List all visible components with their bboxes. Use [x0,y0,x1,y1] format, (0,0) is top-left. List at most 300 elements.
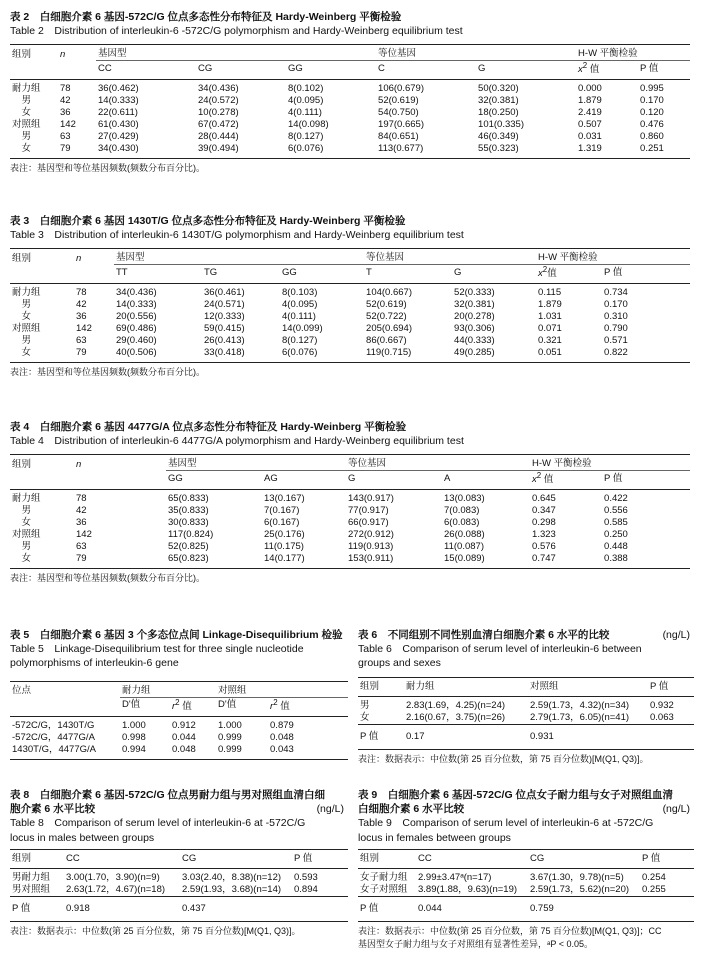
header-endurance: 耐力组 [404,677,528,696]
header-hw: H-W 平衡检验 [576,45,690,61]
table-cell: 14(0.333) [116,299,157,311]
header-d-2: D'值 [216,697,268,716]
table-cell: 36(0.462) [98,83,139,95]
row-label: 女 [10,143,58,159]
table-cell: 0.044 [172,731,196,743]
table-cell: 2.59(1.73，4.32)(n=34) [530,699,630,711]
table-cell: 46(0.349) [478,131,519,143]
header-cg: CG [528,849,640,868]
table-5 [10,628,348,760]
table-note: 表注：基因型和等位基因频数(频数分布百分比)。 [10,573,205,584]
table-cell: 34(0.436) [116,287,157,299]
table-cell: 63 [60,131,71,143]
table-row [10,119,690,131]
table-unit: (ng/L) [662,803,690,816]
row-label: 女 [10,553,74,569]
table-cell: 0.894 [294,883,318,895]
table-cell: 66(0.917) [348,517,389,529]
table-row [10,505,690,517]
table-cell: 197(0.665) [378,119,424,131]
table-cell: 106(0.679) [378,83,424,95]
table-cell: 54(0.750) [378,107,419,119]
table-caption-cn-2: 胞介素 6 水平比较 [10,803,96,816]
table-cell: 4(0.095) [282,299,318,311]
header-x2: $x^2$值 [536,265,602,284]
row-label: 男耐力组 [12,871,51,883]
table-cell: 78 [60,83,71,95]
table-row [358,884,694,897]
header-g1: GG [166,471,262,490]
header-genotype: 基因型 [114,249,364,265]
table-cell: 0.043 [268,744,348,760]
table-cell: 0.031 [578,131,602,143]
table-cell: 65(0.833) [168,493,209,505]
header-p: P 值 [602,265,690,284]
row-label: 男 [12,131,32,143]
table-cell: 40(0.506) [114,347,202,363]
table-cell: 84(0.651) [378,131,419,143]
table-cell: 0.000 [578,83,602,95]
header-g2: AG [262,471,346,490]
table-cell: 42 [76,299,87,311]
header-cc: CC [64,849,180,868]
table-cell: 36(0.461) [204,287,245,299]
table-cell: 6(0.076) [280,347,364,363]
table-cell: 78 [76,493,87,505]
table-cell: 0.071 [538,323,562,335]
table-caption-en-2: locus in males between groups [10,831,155,844]
header-endurance: 耐力组 [120,681,216,697]
table-cell: 24(0.571) [204,299,245,311]
p-row-value: 0.437 [180,896,292,921]
table-cell: 0.476 [640,119,664,131]
table-cell: 11(0.087) [444,541,484,553]
header-control: 对照组 [216,681,348,697]
header-g3: GG [280,265,364,284]
table-cell: 0.734 [604,287,628,299]
table-cell: 0.585 [604,517,628,529]
p-row [358,724,694,749]
table-cell: 1.000 [218,719,242,731]
table-4 [10,420,690,585]
table-cell: 2.79(1.73，6.05)(n=41) [530,711,630,723]
header-hw: H-W 平衡检验 [530,455,690,471]
table-cell: 14(0.177) [262,553,346,569]
table-2 [10,10,690,175]
table-caption-en-2: groups and sexes [358,657,441,670]
table-cell: 0.170 [640,95,664,107]
data-table [358,849,694,922]
row-label: 女 [10,347,74,363]
header-x2: $x^2$ 值 [576,61,638,80]
table-caption-en: Table 6 Comparison of serum level of interleukin-6 between [358,643,642,656]
table-cell: 24(0.572) [198,95,239,107]
table-cell: 50(0.320) [478,83,519,95]
row-label: 女 [360,711,370,723]
table-row [10,107,690,119]
table-cell: 77(0.917) [348,505,389,517]
table-row [10,299,690,311]
table-cell: 0.388 [602,553,690,569]
header-a1: G [346,471,442,490]
table-cell: 20(0.278) [454,311,495,323]
table-note: 表注：数据表示：中位数(第 25 百分位数，第 75 百分位数)[M(Q1, Q3)]。 [358,753,649,764]
header-p: P 值 [640,849,694,868]
table-cell: 0.879 [270,719,294,731]
header-a1: C [376,61,476,80]
row-label: 男 [12,541,32,553]
p-row-value: 0.044 [416,896,528,921]
header-group: 组别 [10,849,64,868]
table-cell: 30(0.833) [168,517,209,529]
header-p: P 值 [292,849,348,868]
header-n: n [74,455,166,471]
header-cg: CG [180,849,292,868]
header-g2: TG [202,265,280,284]
row-label: -572C/G，4477G/A [12,731,95,743]
row-label: 男对照组 [12,883,51,895]
table-row [10,744,348,760]
row-label: 对照组 [12,323,41,335]
table-cell: 0.999 [216,744,268,760]
header-control: 对照组 [528,677,648,696]
table-caption-cn: 表 6 不同组别不同性别血清白细胞介素 6 水平的比较 [358,629,610,641]
p-row-value: 0.918 [64,896,180,921]
table-cell: 0.790 [604,323,628,335]
table-cell: 52(0.619) [366,299,407,311]
table-caption-en: Table 8 Comparison of serum level of interleukin-6 at -572C/G [10,817,306,830]
table-row [10,335,690,347]
table-cell: 0.576 [532,541,556,553]
table-cell: 2.419 [578,107,602,119]
data-table [10,44,690,159]
table-caption-cn-2: 白细胞介素 6 水平比较 [358,803,465,816]
table-cell: 1.323 [532,529,556,541]
table-cell: 0.254 [642,871,666,883]
row-label: 男 [12,95,32,107]
table-cell: 1.879 [538,299,562,311]
table-cell: 33(0.418) [202,347,280,363]
table-cell: 142 [76,529,92,541]
table-cell: 7(0.083) [444,505,480,517]
table-cell: 104(0.667) [366,287,412,299]
table-cell: 26(0.413) [204,335,245,347]
table-caption-cn: 表 3 白细胞介素 6 基因 1430T/G 位点多态性分布特征及 Hardy-Weinberg 平衡检验 [10,215,406,227]
table-cell: 86(0.667) [366,335,407,347]
header-group: 组别 [10,45,58,61]
table-cell: 0.645 [532,493,556,505]
table-note: 表注：数据表示：中位数(第 25 百分位数，第 75 百分位数)[M(Q1, Q3)]；CC [358,925,662,936]
table-cell: 3.03(2.40，8.38)(n=12) [182,871,282,883]
row-label: 女 [12,311,32,323]
table-cell: 2.99±3.47ᵃ(n=17) [418,871,492,883]
table-caption-cn: 表 2 白细胞介素 6 基因-572C/G 位点多态性分布特征及 Hardy-Weinberg 平衡检验 [10,11,402,23]
table-cell: 0.995 [640,83,664,95]
header-g1: TT [114,265,202,284]
table-cell: 0.321 [538,335,562,347]
table-cell: 15(0.089) [442,553,530,569]
header-g1: CC [96,61,196,80]
table-row [10,517,690,529]
table-cell: 0.912 [172,719,196,731]
table-cell: 32(0.381) [454,299,495,311]
table-cell: 0.994 [120,744,170,760]
table-cell: 2.59(1.93，3.68)(n=14) [182,883,282,895]
table-cell: 0.448 [604,541,628,553]
table-cell: 34(0.436) [198,83,239,95]
table-cell: 3.89(1.88，9.63)(n=19) [418,883,518,895]
table-cell: 39(0.494) [196,143,286,159]
table-cell: 3.67(1.30，9.78)(n=5) [530,871,624,883]
table-cell: 2.83(1.69，4.25)(n=24) [406,699,506,711]
table-cell: 101(0.335) [478,119,524,131]
header-group: 组别 [358,849,416,868]
table-8 [10,788,348,937]
table-cell: 0.251 [638,143,690,159]
header-allele: 等位基因 [364,249,536,265]
table-cell: 0.860 [640,131,664,143]
table-cell: 12(0.333) [204,311,245,323]
table-row [10,284,690,300]
row-label: 女 [12,107,32,119]
header-cc: CC [416,849,528,868]
table-cell: 0.998 [122,731,146,743]
table-6 [358,628,694,765]
table-caption-cn: 表 9 白细胞介素 6 基因-572C/G 位点女子耐力组与女子对照组血清 [358,789,674,801]
table-cell: 79 [74,553,166,569]
row-label: 男 [12,335,32,347]
p-row-value: 0.759 [528,896,640,921]
table-cell: 205(0.694) [366,323,412,335]
table-caption-en: Table 4 Distribution of interleukin-6 4477G/A polymorphism and Hardy-Weinberg equilibrium test [10,435,464,448]
table-cell: 4(0.095) [288,95,324,107]
table-cell: 7(0.167) [264,505,300,517]
table-row [10,143,690,159]
table-cell: 52(0.619) [378,95,419,107]
table-cell: 0.048 [170,744,216,760]
table-row [10,311,690,323]
header-a2: G [476,61,576,80]
table-cell: 52(0.722) [366,311,407,323]
row-label: 对照组 [12,529,41,541]
data-table [10,248,690,363]
table-cell: 26(0.088) [444,529,485,541]
header-p: P 值 [648,677,694,696]
table-cell: 4(0.111) [288,107,322,119]
table-cell: 78 [76,287,87,299]
row-label: 耐力组 [12,493,41,505]
row-label: 男 [12,505,32,517]
table-cell: 42 [76,505,87,517]
table-cell: 69(0.486) [116,323,157,335]
table-cell: 0.571 [604,335,628,347]
p-row-label: P 值 [358,896,416,921]
table-cell: 65(0.823) [166,553,262,569]
data-table [10,849,348,922]
table-cell: 6(0.076) [286,143,376,159]
data-table [10,681,348,760]
table-cell: 0.932 [650,699,674,711]
table-cell: 0.347 [532,505,556,517]
header-n: n [58,45,96,61]
p-row [358,896,694,921]
table-row [10,131,690,143]
header-n: n [74,249,114,265]
table-cell: 0.048 [270,731,294,743]
table-cell: 117(0.824) [168,529,214,541]
table-cell: 79 [74,347,114,363]
header-allele: 等位基因 [346,455,530,471]
table-cell: 79 [58,143,96,159]
table-cell: 11(0.175) [264,541,304,553]
table-row [358,868,694,884]
table-unit: (ng/L) [316,803,344,816]
table-caption-cn: 表 8 白细胞介素 6 基因-572C/G 位点男耐力组与男对照组血清白细 [10,789,326,801]
table-cell: 0.051 [536,347,602,363]
table-cell: 4(0.111) [282,311,316,323]
row-label: 对照组 [12,119,41,131]
table-cell: 18(0.250) [478,107,519,119]
table-cell: 63 [76,335,87,347]
row-label: 耐力组 [12,287,41,299]
table-cell: 119(0.913) [348,541,394,553]
table-cell: 1.319 [576,143,638,159]
table-row [358,696,694,712]
table-caption-en: Table 2 Distribution of interleukin-6 -572C/G polymorphism and Hardy-Weinberg equilibrium test [10,25,463,38]
table-caption-en-2: polymorphisms of interleukin-6 gene [10,657,179,670]
header-d: D'值 [120,697,170,716]
table-caption-cn: 表 5 白细胞介素 6 基因 3 个多态位点间 Linkage-Disequilibrium 检验 [10,629,343,641]
table-cell: 0.593 [294,871,318,883]
table-cell: 42 [60,95,71,107]
header-group: 组别 [358,677,404,696]
header-p: P 值 [638,61,690,80]
row-label: 女 [12,517,32,529]
table-cell: 1.879 [578,95,602,107]
table-cell: 113(0.677) [376,143,476,159]
p-row-label: P 值 [358,724,404,749]
table-cell: 6(0.083) [444,517,480,529]
table-row [10,490,690,506]
header-r2-2: $r^2$ 值 [268,697,348,716]
table-cell: 0.298 [532,517,556,529]
table-cell: 0.255 [642,883,666,895]
table-cell: 0.822 [602,347,690,363]
table-cell: 52(0.825) [168,541,209,553]
table-cell: 1.031 [538,311,562,323]
table-cell: 44(0.333) [454,335,495,347]
table-caption-en: Table 9 Comparison of serum level of interleukin-6 at -572C/G [358,817,654,830]
table-note: 表注：基因型和等位基因频数(频数分布百分比)。 [10,367,205,378]
table-cell: 14(0.098) [288,119,329,131]
table-cell: 0.120 [640,107,664,119]
table-cell: 20(0.556) [116,311,157,323]
table-cell: 36 [76,517,87,529]
table-cell: 59(0.415) [204,323,245,335]
table-row [10,732,348,744]
header-a1: T [364,265,452,284]
table-row [10,95,690,107]
table-cell: 0.115 [538,287,562,299]
table-cell: 8(0.102) [288,83,324,95]
table-row [10,529,690,541]
table-cell: 29(0.460) [116,335,157,347]
table-cell: 0.250 [604,529,628,541]
table-cell: 32(0.381) [478,95,519,107]
table-note: 表注：数据表示：中位数(第 25 百分位数，第 75 百分位数)[M(Q1, Q3)]。 [10,925,301,936]
table-cell: 142 [60,119,76,131]
table-cell: 34(0.430) [96,143,196,159]
table-caption-en: Table 5 Linkage-Disequilibrium test for three single nucleotide [10,643,304,656]
table-cell: 10(0.278) [198,107,239,119]
table-cell: 0.422 [604,493,628,505]
header-group: 组别 [10,455,74,471]
table-cell: 1.000 [122,719,146,731]
data-table [358,677,694,750]
header-g3: GG [286,61,376,80]
row-label: 女子对照组 [360,883,408,895]
header-p: P 值 [602,471,690,490]
row-label: -572C/G，1430T/G [12,719,95,731]
table-cell: 0.747 [530,553,602,569]
table-caption-en-2: locus in females between groups [358,831,511,844]
table-cell: 22(0.611) [98,107,138,119]
table-cell: 272(0.912) [348,529,394,541]
header-genotype: 基因型 [96,45,376,61]
table-note-2: 基因型女子耐力组与女子对照组有显著性差异，ᵃP < 0.05。 [358,938,593,949]
table-cell: 0.556 [604,505,628,517]
table-cell: 13(0.167) [264,493,305,505]
table-cell: 0.310 [604,311,628,323]
header-a2: A [442,471,530,490]
table-cell: 35(0.833) [168,505,209,517]
table-cell: 8(0.103) [282,287,318,299]
table-cell: 0.170 [604,299,628,311]
header-site: 位点 [10,681,120,697]
table-note: 表注：基因型和等位基因频数(频数分布百分比)。 [10,163,205,174]
table-cell: 93(0.306) [454,323,495,335]
table-cell: 2.16(0.67，3.75)(n=26) [406,711,506,723]
header-allele: 等位基因 [376,45,576,61]
table-9 [358,788,694,950]
header-x2: $x^2$ 值 [530,471,602,490]
table-cell: 52(0.333) [454,287,495,299]
table-row [10,884,348,897]
header-a2: G [452,265,536,284]
table-unit: (ng/L) [662,629,690,641]
table-cell: 0.507 [578,119,602,131]
row-label: 男 [12,299,32,311]
table-caption-en: Table 3 Distribution of interleukin-6 1430T/G polymorphism and Hardy-Weinberg equilibrium test [10,229,464,242]
table-cell: 8(0.127) [282,335,318,347]
header-group: 组别 [10,249,74,265]
p-row [10,896,348,921]
table-row [10,80,690,96]
table-cell: 67(0.472) [198,119,239,131]
table-cell: 153(0.911) [346,553,442,569]
table-cell: 6(0.167) [264,517,300,529]
header-hw: H-W 平衡检验 [536,249,690,265]
table-row [358,712,694,725]
table-row [10,541,690,553]
table-cell: 61(0.430) [98,119,139,131]
row-label: 女子耐力组 [360,871,408,883]
p-row-value: 0.931 [528,724,648,749]
row-label: 耐力组 [12,83,41,95]
table-caption-cn: 表 4 白细胞介素 6 基因 4477G/A 位点多态性分布特征及 Hardy-Weinberg 平衡检验 [10,421,407,433]
table-cell: 8(0.127) [288,131,324,143]
table-cell: 36 [76,311,87,323]
